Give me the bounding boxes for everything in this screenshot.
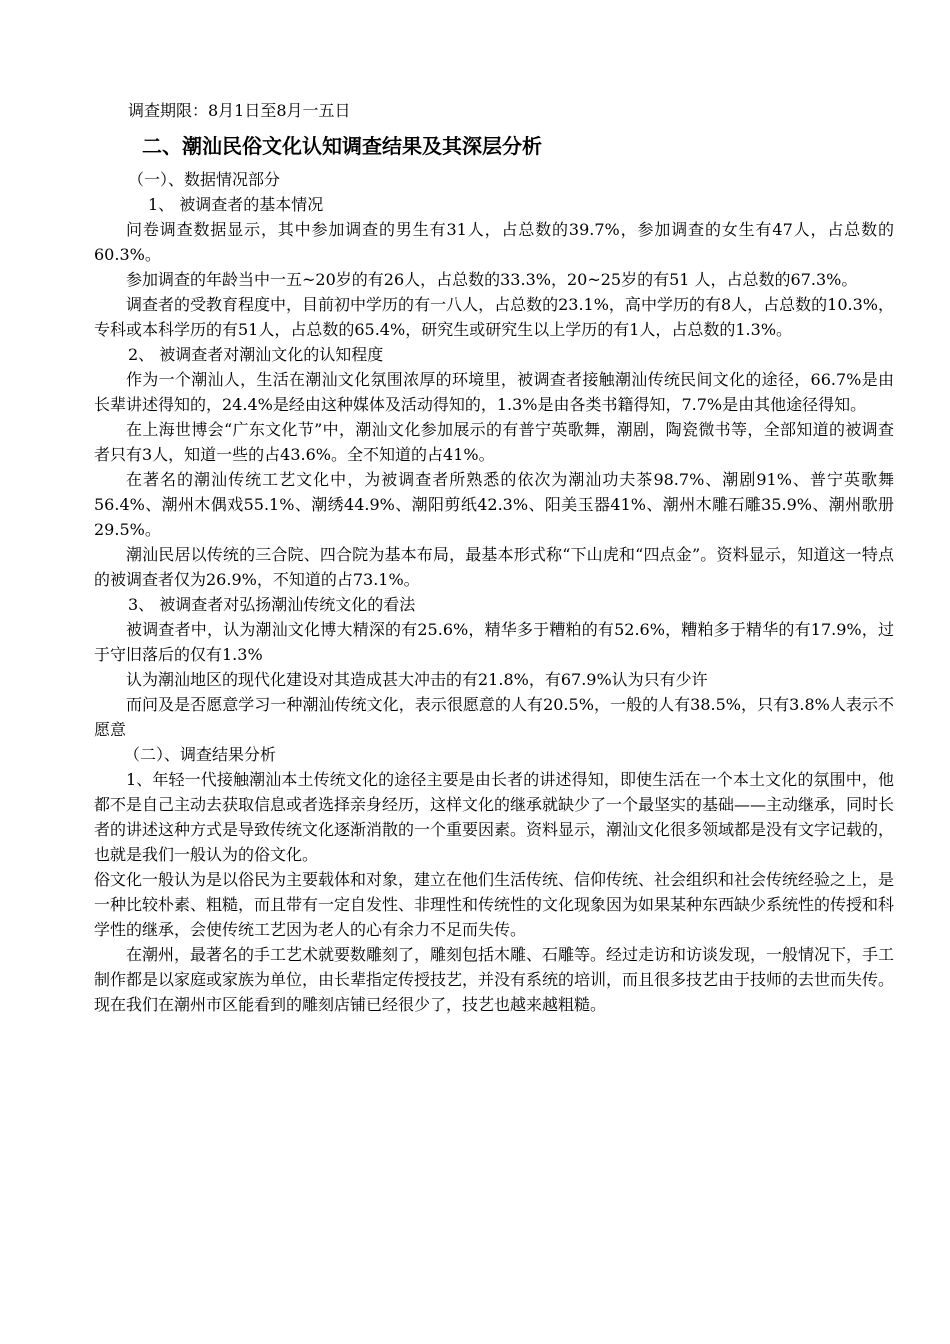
paragraph: 而问及是否愿意学习一种潮汕传统文化，表示很愿意的人有20.5%，一般的人有38.5%，只有3.8%人表示不愿意 bbox=[94, 695, 894, 739]
survey-period: 调查期限：8月1日至8月一五日 bbox=[128, 101, 351, 120]
paragraph: 参加调查的年龄当中一五~20岁的有26人，占总数的33.3%，20~25岁的有51 人，占总数的67.3%。 bbox=[126, 270, 858, 289]
paragraph: 问卷调查数据显示，其中参加调查的男生有31人，占总数的39.7%，参加调查的女生有47人，占总数的60.3%。 bbox=[94, 220, 894, 264]
document-body bbox=[94, 98, 894, 1017]
part1-title: （一）、数据情况部分 bbox=[128, 170, 281, 189]
paragraph: 在著名的潮汕传统工艺文化中，为被调查者所熟悉的依次为潮汕功夫茶98.7%、潮剧91%、普宁英歌舞56.4%、潮州木偶戏55.1%、潮绣44.9%、潮阳剪纸42.3%、阳美玉器41%、潮州木雕石雕35.9%、潮州歌册29.5%。 bbox=[94, 470, 894, 539]
part2-title: （二）、调查结果分析 bbox=[124, 745, 277, 764]
paragraph: 调查者的受教育程度中，目前初中学历的有一八人，占总数的23.1%，高中学历的有8人，占总数的10.3%，专科或本科学历的有51人，占总数的65.4%，研究生或研究生以上学历的有1人，占总数的1.3%。 bbox=[94, 295, 894, 339]
sub3-title: 3、 被调查者对弘扬潮汕传统文化的看法 bbox=[128, 595, 416, 614]
sub2-title: 2、 被调查者对潮汕文化的认知程度 bbox=[128, 345, 384, 364]
paragraph: 认为潮汕地区的现代化建设对其造成甚大冲击的有21.8%，有67.9%认为只有少许 bbox=[126, 670, 708, 689]
paragraph: 俗文化一般认为是以俗民为主要载体和对象，建立在他们生活传统、信仰传统、社会组织和社会传统经验之上，是一种比较朴素、粗糙，而且带有一定自发性、非理性和传统性的文化现象因为如果某种东西缺少系统性的传授和科学性的继承，会使传统工艺因为老人的心有余力不足而失传。 bbox=[94, 870, 895, 939]
sub1-title: 1、 被调查者的基本情况 bbox=[148, 195, 324, 214]
paragraph: 被调查者中，认为潮汕文化博大精深的有25.6%，精华多于糟粕的有52.6%，糟粕多于精华的有17.9%，过于守旧落后的仅有1.3% bbox=[94, 620, 894, 664]
paragraph: 潮汕民居以传统的三合院、四合院为基本布局，最基本形式称“下山虎和“四点金”。资料显示，知道这一特点的被调查者仅为26.9%，不知道的占73.1%。 bbox=[94, 545, 894, 589]
paragraph: 在上海世博会“广东文化节”中，潮汕文化参加展示的有普宁英歌舞，潮剧，陶瓷微书等，全部知道的被调查者只有3人，知道一些的占43.6%。全不知道的占41%。 bbox=[94, 420, 894, 464]
paragraph: 1、年轻一代接触潮汕本土传统文化的途径主要是由长者的讲述得知，即使生活在一个本土文化的氛围中，他都不是自己主动去获取信息或者选择亲身经历，这样文化的继承就缺少了一个最坚实的基础——主动继承，同时长者的讲述这种方式是导致传统文化逐渐消散的一个重要因素。资料显示，潮汕文化很多领域都是没有文字记载的，也就是我们一般认为的俗文化。 bbox=[94, 770, 895, 864]
paragraph: 作为一个潮汕人，生活在潮汕文化氛围浓厚的环境里，被调查者接触潮汕传统民间文化的途径，66.7%是由长辈讲述得知的，24.4%是经由这种媒体及活动得知的，1.3%是由各类书籍得知，7.7%是由其他途径得知。 bbox=[94, 370, 894, 414]
section-title: 二、潮汕民俗文化认知调查结果及其深层分析 bbox=[142, 134, 542, 158]
paragraph: 在潮州，最著名的手工艺术就要数雕刻了，雕刻包括木雕、石雕等。经过走访和访谈发现，一般情况下，手工制作都是以家庭或家族为单位，由长辈指定传授技艺，并没有系统的培训，而且很多技艺由于技师的去世而失传。现在我们在潮州市区能看到的雕刻店铺已经很少了，技艺也越来越粗糙。 bbox=[94, 945, 895, 1014]
